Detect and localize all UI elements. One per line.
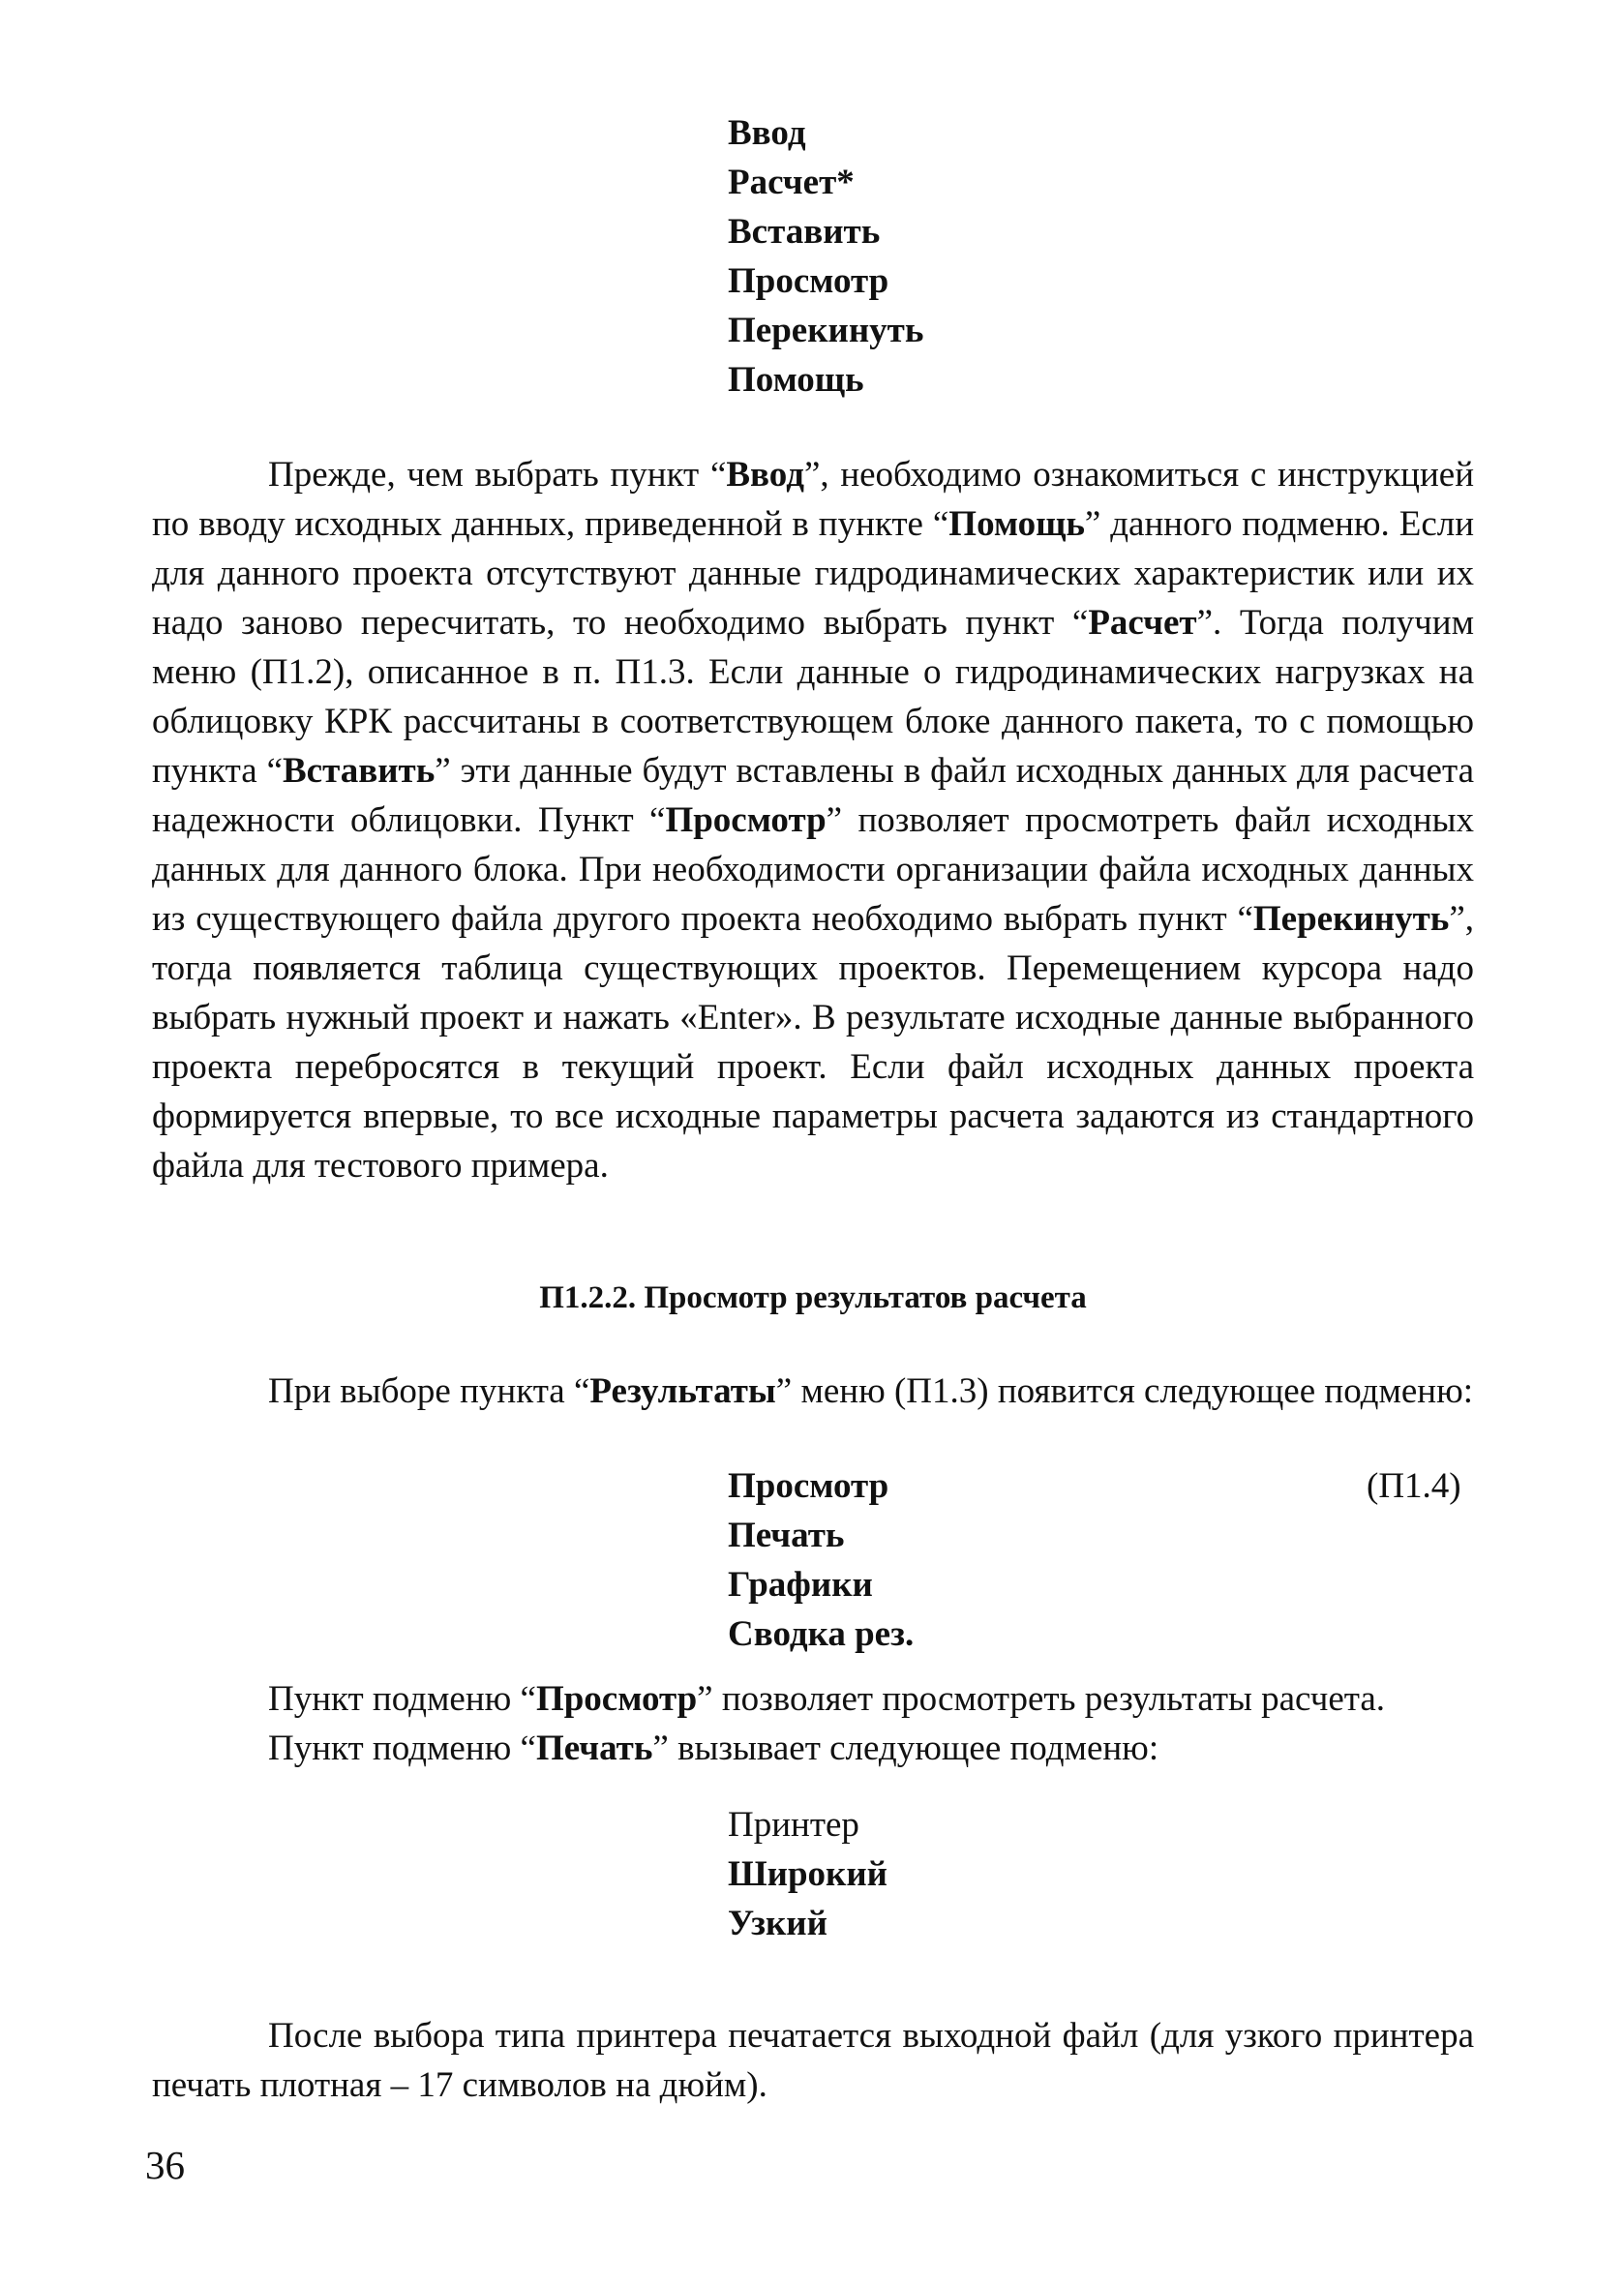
paragraph-input-instructions bbox=[152, 450, 1474, 1190]
menu-item-insert: Вставить bbox=[728, 212, 881, 252]
menu-item-view: Просмотр bbox=[728, 261, 889, 301]
bold-term: Перекинуть bbox=[1252, 899, 1450, 939]
submenu-input bbox=[728, 108, 923, 405]
paragraph-print-item bbox=[152, 1724, 1474, 1773]
menu-item-print: Печать bbox=[728, 1516, 845, 1555]
bold-term: Вставить bbox=[283, 751, 436, 791]
paragraph-text: Пункт подменю “Просмотр” позволяет просмотреть результаты расчета. bbox=[268, 1679, 1386, 1719]
paragraph-view-item bbox=[152, 1674, 1474, 1724]
bold-term: Просмотр bbox=[665, 800, 827, 840]
paragraph-text: Прежде, чем выбрать пункт “Ввод”, необходимо ознакомиться с инструкцией по вводу исходных данных, приведенной в пункте “Помощь” данного подменю. Если для данного проекта отсутствуют данные гидродинамических характеристик или их надо заново пересчитать, то необходимо выбрать пункт “Расчет”. Тогда получим меню (П1.2), описанное в п. П1.3. Если данные о гидродинамических нагрузках на облицовку КРК рассчитаны в соответствующем блоке данного пакета, то с помощью пункта “Вставить” эти данные будут вставлены в файл исходных данных для расчета надежности облицовки. Пункт “Просмотр” позволяет просмотреть файл исходных данных для данного блока. При необходимости организации файла исходных данных из существующего файла другого проекта необходимо выбрать пункт “Перекинуть”, тогда появляется таблица существующих проектов. Перемещением курсора надо выбрать нужный проект и нажать «Enter». В результате исходные данные выбранного проекта перебросятся в текущий проект. Если файл исходных данных проекта формируется впервые, то все исходные параметры расчета задаются из стандартного файла для тестового примера. bbox=[152, 455, 1475, 1186]
bold-term: Помощь bbox=[948, 504, 1085, 544]
menu-number-label: (П1.4) bbox=[1367, 1466, 1461, 1506]
paragraph-printer-type bbox=[152, 2011, 1474, 2110]
paragraph-results-menu bbox=[152, 1367, 1474, 1416]
bold-term: Результаты bbox=[589, 1371, 776, 1411]
menu-item-help: Помощь bbox=[728, 360, 864, 400]
menu-item-input: Ввод bbox=[728, 113, 806, 153]
submenu-printer bbox=[728, 1800, 887, 1948]
section-heading: П1.2.2. Просмотр результатов расчета bbox=[539, 1280, 1087, 1315]
menu-item-summary: Сводка рез. bbox=[728, 1614, 915, 1654]
paragraph-text: Пункт подменю “Печать” вызывает следующее подменю: bbox=[268, 1729, 1159, 1768]
menu-item-graphs: Графики bbox=[728, 1565, 873, 1605]
menu-item-narrow: Узкий bbox=[728, 1904, 827, 1943]
menu-item-view: Просмотр bbox=[728, 1466, 889, 1506]
bold-term: Ввод bbox=[726, 455, 804, 495]
bold-term: Расчет bbox=[1088, 603, 1197, 643]
submenu-results bbox=[728, 1461, 914, 1659]
menu-item-wide: Широкий bbox=[728, 1854, 887, 1894]
menu-title-printer: Принтер bbox=[728, 1805, 859, 1845]
bold-term: Просмотр bbox=[535, 1679, 698, 1719]
bold-term: Печать bbox=[535, 1729, 653, 1768]
menu-item-calculation: Расчет* bbox=[728, 163, 855, 202]
page-number: 36 bbox=[145, 2143, 185, 2187]
menu-item-transfer: Перекинуть bbox=[728, 311, 924, 350]
paragraph-text: При выборе пункта “Результаты” меню (П1.3) появится следующее подменю: bbox=[268, 1371, 1474, 1411]
paragraph-text: После выбора типа принтера печатается выходной файл (для узкого принтера печать плотная – 17 символов на дюйм). bbox=[152, 2016, 1474, 2105]
